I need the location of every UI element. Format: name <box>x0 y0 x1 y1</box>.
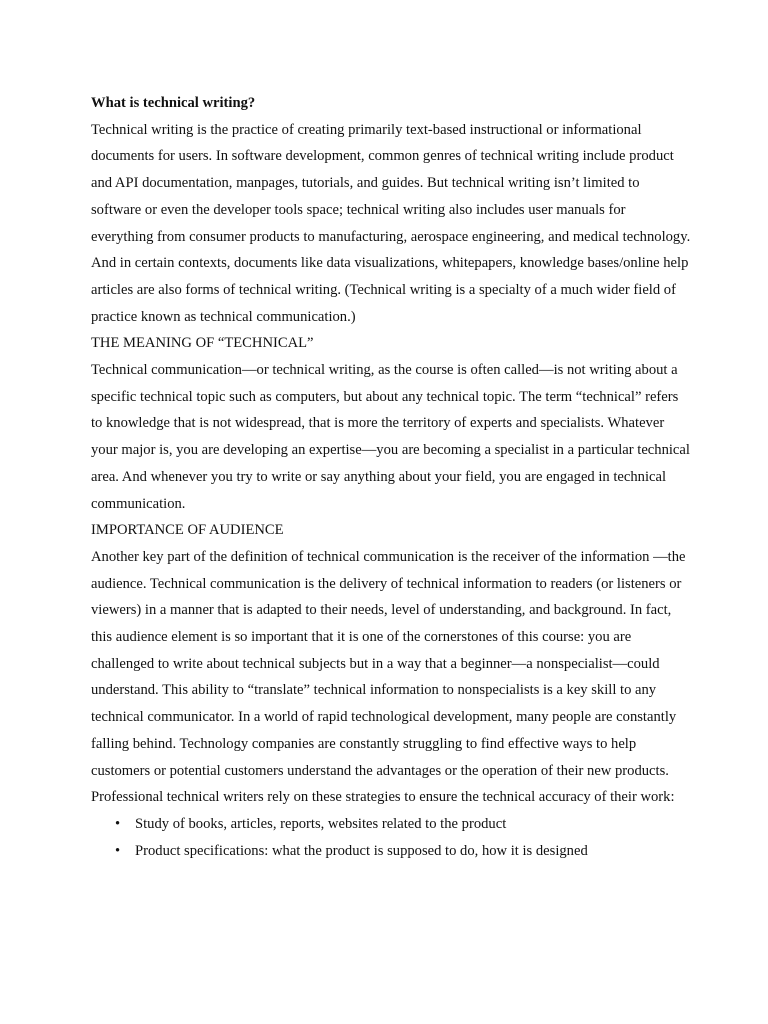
document-title: What is technical writing? <box>91 95 256 111</box>
strategies-intro: Professional technical writers rely on these strategies to ensure the technical accuracy of their work: <box>91 789 675 806</box>
audience-paragraph: Another key part of the definition of technical communication is the receiver of the information —the audience. Technical communication is the delivery of technical information to readers (or listeners or viewers) in a manner that is adapted to their needs, level of understanding, and background. In fact, this audience element is so important that it is one of the cornerstones of this course: you are challenged to write about technical subjects but in a way that a beginner—a nonspecialist—could understand. This ability to “translate” technical information to nonspecialists is a key skill to any technical communicator. In a world of rapid technological development, many people are constantly falling behind. Technology companies are constantly struggling to find effective ways to help customers or potential customers understand the advantages or the operation of their new products. <box>91 548 686 779</box>
bullet-icon: • <box>115 842 121 859</box>
meaning-paragraph: Technical communication—or technical writing, as the course is often called—is not writing about a specific technical topic such as computers, but about any technical topic. The term “technical” refers to knowledge that is not widespread, that is more the territory of experts and specialists. Whatever your major is, you are developing an expertise—you are becoming a specialist in a particular technical area. And whenever you try to write or say anything about your field, you are engaged in technical communication. <box>91 362 690 512</box>
document-page <box>91 90 691 864</box>
bullet-icon: • <box>115 815 121 832</box>
section-heading-audience: IMPORTANCE OF AUDIENCE <box>91 522 284 539</box>
list-item-text: Study of books, articles, reports, websites related to the product <box>135 815 507 832</box>
strategies-list <box>91 811 691 864</box>
section-heading-meaning: THE MEANING OF “TECHNICAL” <box>91 335 314 352</box>
intro-paragraph: Technical writing is the practice of creating primarily text-based instructional or informational documents for users. In software development, common genres of technical writing include product and API documentation, manpages, tutorials, and guides. But technical writing isn’t limited to software or even the developer tools space; technical writing also includes user manuals for everything from consumer products to manufacturing, aerospace engineering, and medical technology. And in certain contexts, documents like data visualizations, whitepapers, knowledge bases/online help articles are also forms of technical writing. (Technical writing is a specialty of a much wider field of practice known as technical communication.) <box>91 121 691 325</box>
list-item <box>91 811 691 838</box>
list-item <box>91 838 691 865</box>
list-item-text: Product specifications: what the product is supposed to do, how it is designed <box>135 842 588 859</box>
